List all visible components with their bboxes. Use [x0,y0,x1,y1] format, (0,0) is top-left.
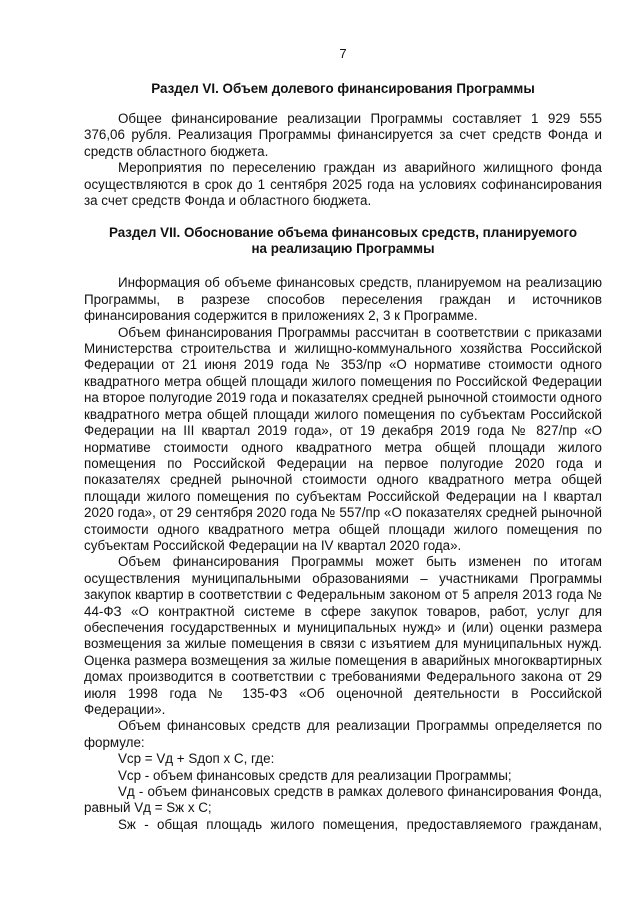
section-7-paragraph-2: Объем финансирования Программы рассчитан в соответствии с приказами Министерства строительства и жилищно-коммунального хозяйства Российской Федерации от 21 июня 2019 года № 353/пр «О нормативе стоимости одного квадратного метра общей площади жилого помещения по Российской Федерации на второе полугодие 2019 года и показателях средней рыночной стоимости одного квадратного метра общей площади жилого помещения по субъектам Российской Федерации на III квартал 2019 года», от 19 декабря 2019 года № 827/пр «О нормативе стоимости одного квадратного метра общей площади жилого помещения по Российской Федерации на первое полугодие 2020 года и показателях средней рыночной стоимости одного квадратного метра общей площади жилого помещения по субъектам Российской Федерации на I квартал 2020 года», от 29 сентября 2020 года № 557/пр «О показателях средней рыночной стоимости одного квадратного метра общей площади жилого помещения по субъектам Российской Федерации на IV квартал 2020 года». [84,324,602,553]
section-7-paragraph-3: Объем финансирования Программы может быть изменен по итогам осуществления муниципальными образованиями – участниками Программы закупок квартир в соответствии с Федеральным законом от 5 апреля 2013 года № 44-ФЗ «О контрактной системе в сфере закупок товаров, работ, услуг для обеспечения государственных и муниципальных нужд» и (или) оценки размера возмещения за жилые помещения в связи с изъятием для муниципальных нужд. Оценка размера возмещения за жилые помещения в аварийных многоквартирных домах производится в соответствии с требованиями Федерального закона от 29 июля 1998 года № 135-ФЗ «Об оценочной деятельности в Российской Федерации». [84,554,602,717]
section-7-paragraph-4: Объем финансовых средств для реализации Программы определяется по формуле: [84,718,602,750]
formula: Vср = Vд + Sдоп x C, где: [118,751,275,767]
definition-vd: Vд - объем финансовых средств в рамках долевого финансирования Фонда, равный Vд = Sж x C; [84,784,602,816]
definition-vsr: Vср - объем финансовых средств для реализации Программы; [118,767,512,783]
section-6-paragraph-1: Общее финансирование реализации Программы составляет 1 929 555 376,06 рубля. Реализация Программы финансируется за счет средств Фонда и средств областного бюджета. [84,111,602,159]
section-6-paragraph-2: Мероприятия по переселению граждан из аварийного жилищного фонда осуществляются в срок до 1 сентября 2025 года на условиях софинансирования за счет средств Фонда и областного бюджета. [84,160,602,209]
section-7-title [84,225,602,257]
section-7-title-line-2: на реализацию Программы [251,241,435,257]
section-7-title-line-1: Раздел VII. Обоснование объема финансовых средств, планируемого [108,225,578,241]
page-number: 7 [339,46,347,61]
section-6-title: Раздел VI. Объем долевого финансирования Программы [151,81,535,96]
section-7-paragraph-1: Информация об объеме финансовых средств, планируемом на реализацию Программы, в разрезе способов переселения граждан и источников финансирования содержится в приложениях 2, 3 к Программе. [84,275,602,324]
definition-szh: Sж - общая площадь жилого помещения, предоставляемого гражданам, [118,816,602,832]
